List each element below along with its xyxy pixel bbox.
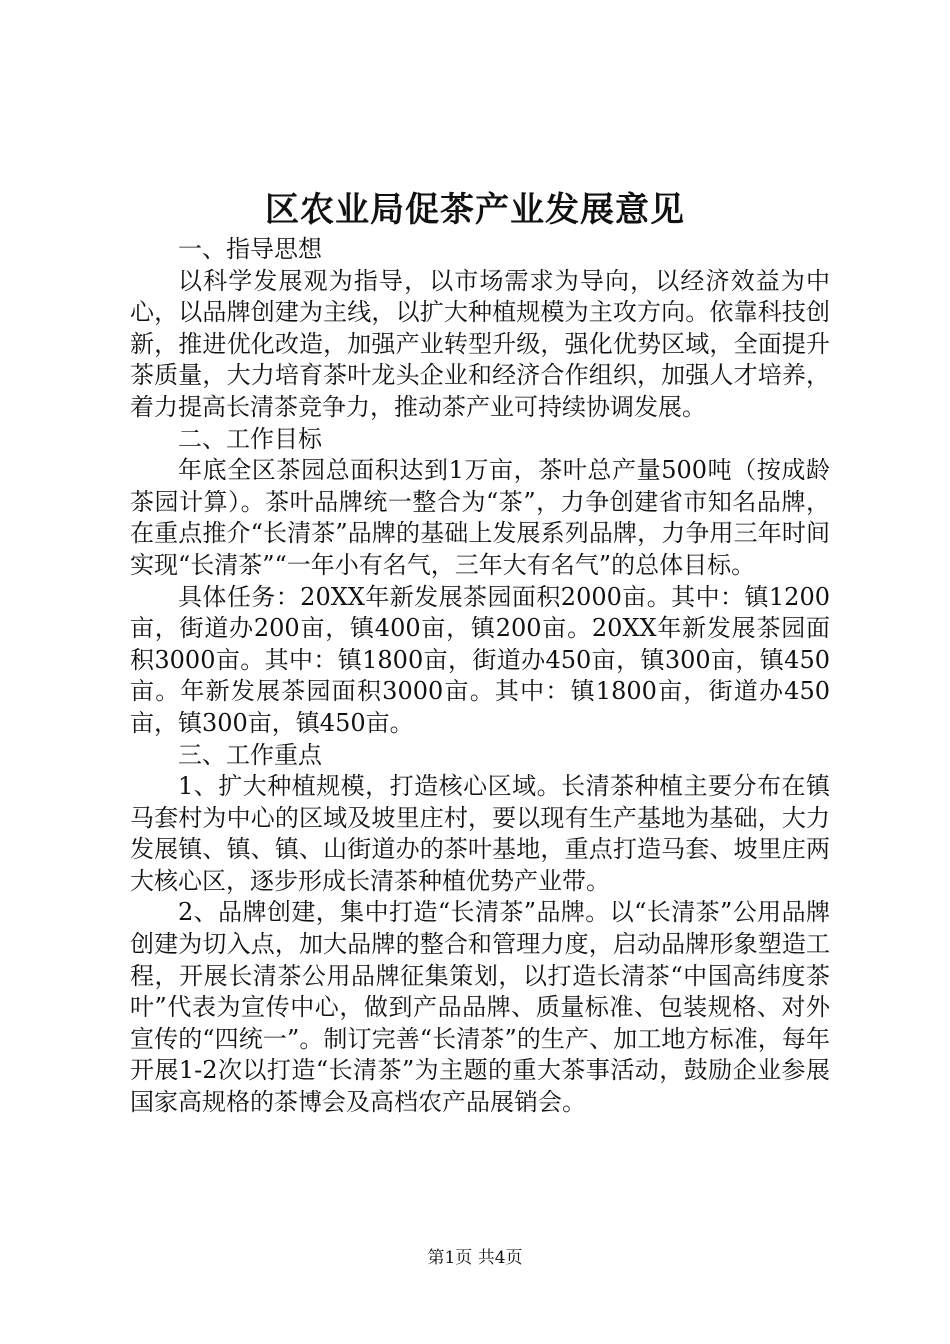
section-heading: 二、工作目标 [178, 424, 322, 453]
section-heading: 三、工作重点 [178, 740, 322, 769]
paragraph: 2、品牌创建，集中打造“长清茶”品牌。以“长清茶”公用品牌创建为切入点，加大品牌的整合和管理力度，启动品牌形象塑造工程，开展长清茶公用品牌征集策划，以打造长清茶“中国高纬度茶叶”代表为宣传中心，做到产品品牌、质量标准、包装规格、对外宣传的“四统一”。制订完善“长清茶”的生产、加工地方标准，每年开展1-2次以打造“长清茶”为主题的重大茶事活动，鼓励企业参展国家高规格的茶博会及高档农产品展销会。 [130, 898, 830, 1117]
section-guiding-ideology [130, 234, 830, 424]
section-work-priorities [130, 740, 830, 1119]
paragraph: 1、扩大种植规模，打造核心区域。长清茶种植主要分布在镇马套村为中心的区域及坡里庄村，要以现有生产基地为基础，大力发展镇、镇、镇、山街道办的茶叶基地，重点打造马套、坡里庄两大核心区，逐步形成长清茶种植优势产业带。 [130, 772, 830, 895]
paragraph: 具体任务：20XX年新发展茶园面积2000亩。其中：镇1200亩，街道办200亩，镇400亩，镇200亩。20XX年新发展茶园面积3000亩。其中：镇1800亩，街道办450亩，镇300亩，镇450亩。年新发展茶园面积3000亩。其中：镇1800亩，街道办450亩，镇300亩，镇450亩。 [130, 582, 830, 737]
paragraph: 年底全区茶园总面积达到1万亩，茶叶总产量500吨（按成龄茶园计算）。茶叶品牌统一整合为“茶”，力争创建省市知名品牌，在重点推介“长清茶”品牌的基础上发展系列品牌，力争用三年时间实现“长清茶”“一年小有名气，三年大有名气”的总体目标。 [130, 456, 830, 579]
paragraph: 以科学发展观为指导，以市场需求为导向，以经济效益为中心，以品牌创建为主线，以扩大种植规模为主攻方向。依靠科技创新，推进优化改造，加强产业转型升级，强化优势区域，全面提升茶质量，大力培育茶叶龙头企业和经济合作组织，加强人才培养，着力提高长清茶竞争力，推动茶产业可持续协调发展。 [130, 266, 830, 421]
document-body [130, 234, 830, 1119]
section-heading: 一、指导思想 [178, 235, 322, 263]
document-title: 区农业局促茶产业发展意见 [265, 190, 685, 230]
page-footer: 第1页 共4页 [427, 1248, 523, 1268]
section-work-goals [130, 424, 830, 740]
